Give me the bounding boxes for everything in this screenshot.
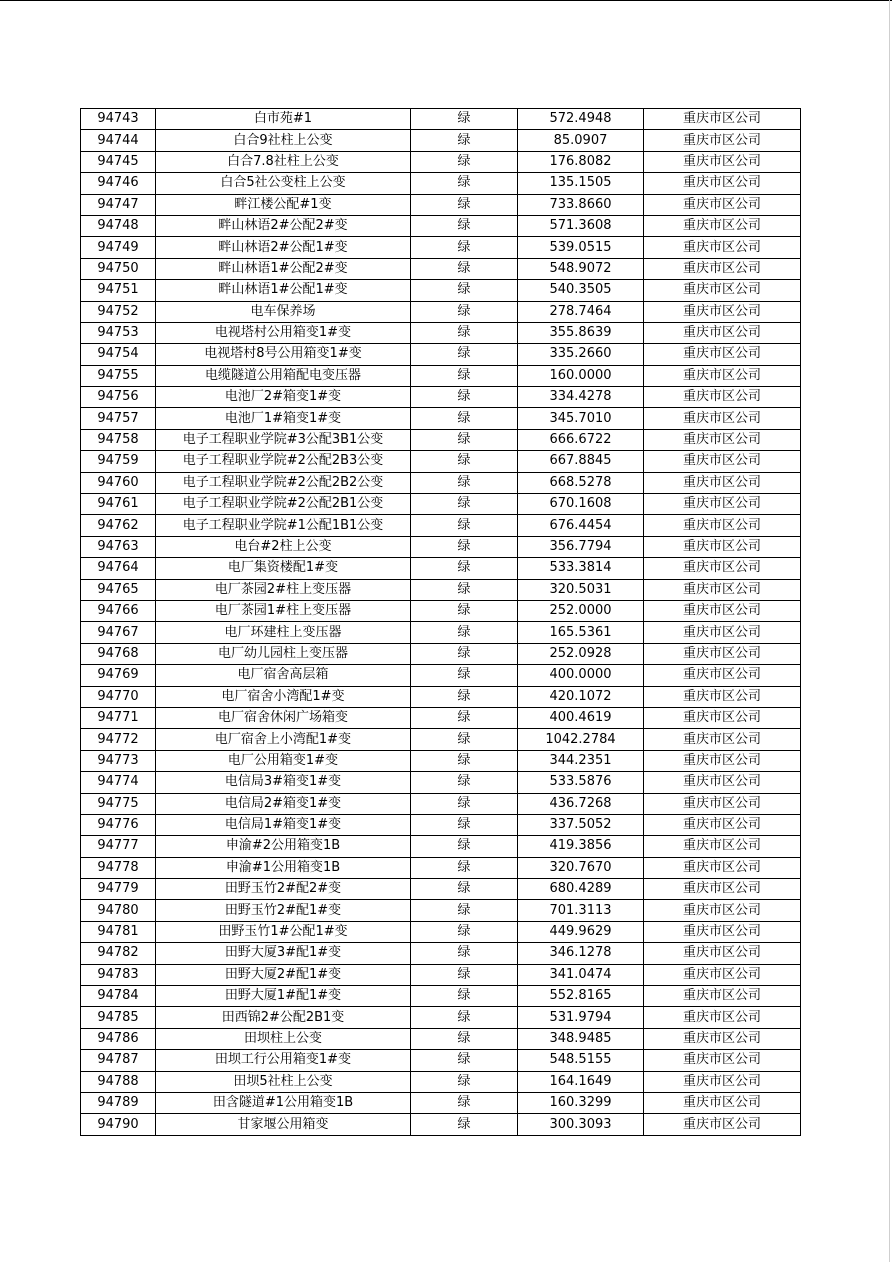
value-cell: 666.6722 [518,429,644,450]
company-cell: 重庆市区公司 [644,237,801,258]
row-id-cell: 94763 [81,536,156,557]
table-row [81,515,801,536]
status-color-cell: 绿 [411,301,518,322]
table-row [81,1092,801,1113]
status-color-cell: 绿 [411,921,518,942]
status-color-cell: 绿 [411,215,518,236]
station-name-cell: 畔山林语1#公配2#变 [156,258,411,279]
value-cell: 348.9485 [518,1028,644,1049]
row-id-cell: 94773 [81,750,156,771]
value-cell: 341.0474 [518,964,644,985]
station-name-cell: 电池厂1#箱变1#变 [156,408,411,429]
station-name-cell: 申渝#1公用箱变1B [156,857,411,878]
status-color-cell: 绿 [411,429,518,450]
station-name-cell: 电台#2柱上公变 [156,536,411,557]
status-color-cell: 绿 [411,879,518,900]
value-cell: 1042.2784 [518,729,644,750]
row-id-cell: 94774 [81,772,156,793]
status-color-cell: 绿 [411,750,518,771]
status-color-cell: 绿 [411,536,518,557]
status-color-cell: 绿 [411,579,518,600]
station-name-cell: 电视塔村公用箱变1#变 [156,322,411,343]
table-row [81,879,801,900]
value-cell: 436.7268 [518,793,644,814]
row-id-cell: 94777 [81,836,156,857]
row-id-cell: 94758 [81,429,156,450]
status-color-cell: 绿 [411,365,518,386]
row-id-cell: 94752 [81,301,156,322]
station-name-cell: 田野大厦3#配1#变 [156,943,411,964]
value-cell: 667.8845 [518,451,644,472]
table-row [81,1007,801,1028]
value-cell: 449.9629 [518,921,644,942]
station-name-cell: 白合9社柱上公变 [156,130,411,151]
status-color-cell: 绿 [411,836,518,857]
status-color-cell: 绿 [411,1092,518,1113]
row-id-cell: 94782 [81,943,156,964]
status-color-cell: 绿 [411,173,518,194]
station-name-cell: 畔山林语2#公配1#变 [156,237,411,258]
station-name-cell: 电信局2#箱变1#变 [156,793,411,814]
value-cell: 548.9072 [518,258,644,279]
table-row [81,429,801,450]
status-color-cell: 绿 [411,280,518,301]
table-row [81,943,801,964]
company-cell: 重庆市区公司 [644,964,801,985]
table-row [81,686,801,707]
table-body [81,109,801,1136]
status-color-cell: 绿 [411,558,518,579]
value-cell: 420.1072 [518,686,644,707]
page-top-border [0,0,892,1]
table-row [81,151,801,172]
status-color-cell: 绿 [411,258,518,279]
station-name-cell: 白合5社公变柱上公变 [156,173,411,194]
table-row [81,258,801,279]
company-cell: 重庆市区公司 [644,494,801,515]
station-name-cell: 田野玉竹1#公配1#变 [156,921,411,942]
station-name-cell: 畔江楼公配#1变 [156,194,411,215]
status-color-cell: 绿 [411,322,518,343]
company-cell: 重庆市区公司 [644,194,801,215]
status-color-cell: 绿 [411,344,518,365]
row-id-cell: 94748 [81,215,156,236]
row-id-cell: 94759 [81,451,156,472]
table-row [81,558,801,579]
status-color-cell: 绿 [411,964,518,985]
station-name-cell: 电子工程职业学院#2公配2B3公变 [156,451,411,472]
value-cell: 252.0000 [518,600,644,621]
row-id-cell: 94771 [81,707,156,728]
row-id-cell: 94766 [81,600,156,621]
station-name-cell: 田野大厦1#配1#变 [156,986,411,1007]
table-row [81,387,801,408]
station-name-cell: 电子工程职业学院#2公配2B2公变 [156,472,411,493]
table-row [81,921,801,942]
value-cell: 571.3608 [518,215,644,236]
station-name-cell: 电厂宿舍上小湾配1#变 [156,729,411,750]
status-color-cell: 绿 [411,772,518,793]
row-id-cell: 94749 [81,237,156,258]
row-id-cell: 94756 [81,387,156,408]
station-name-cell: 电厂宿舍小湾配1#变 [156,686,411,707]
value-cell: 135.1505 [518,173,644,194]
table-row [81,1050,801,1071]
company-cell: 重庆市区公司 [644,1028,801,1049]
table-row [81,814,801,835]
table-row [81,365,801,386]
company-cell: 重庆市区公司 [644,109,801,130]
station-name-cell: 白合7.8社柱上公变 [156,151,411,172]
row-id-cell: 94743 [81,109,156,130]
station-name-cell: 申渝#2公用箱变1B [156,836,411,857]
company-cell: 重庆市区公司 [644,515,801,536]
station-name-cell: 电缆隧道公用箱配电变压器 [156,365,411,386]
company-cell: 重庆市区公司 [644,451,801,472]
station-name-cell: 田坝5社柱上公变 [156,1071,411,1092]
table-row [81,109,801,130]
table-row [81,643,801,664]
table-row [81,986,801,1007]
table-row [81,579,801,600]
status-color-cell: 绿 [411,1114,518,1135]
value-cell: 531.9794 [518,1007,644,1028]
table-row [81,665,801,686]
row-id-cell: 94764 [81,558,156,579]
station-name-cell: 电子工程职业学院#1公配1B1公变 [156,515,411,536]
value-cell: 345.7010 [518,408,644,429]
company-cell: 重庆市区公司 [644,1114,801,1135]
value-cell: 400.4619 [518,707,644,728]
row-id-cell: 94783 [81,964,156,985]
row-id-cell: 94760 [81,472,156,493]
table-row [81,1114,801,1135]
value-cell: 160.0000 [518,365,644,386]
company-cell: 重庆市区公司 [644,921,801,942]
company-cell: 重庆市区公司 [644,793,801,814]
table-row [81,451,801,472]
value-cell: 160.3299 [518,1092,644,1113]
value-cell: 539.0515 [518,237,644,258]
row-id-cell: 94761 [81,494,156,515]
row-id-cell: 94746 [81,173,156,194]
company-cell: 重庆市区公司 [644,322,801,343]
company-cell: 重庆市区公司 [644,1071,801,1092]
row-id-cell: 94786 [81,1028,156,1049]
row-id-cell: 94765 [81,579,156,600]
company-cell: 重庆市区公司 [644,472,801,493]
station-name-cell: 田坝柱上公变 [156,1028,411,1049]
company-cell: 重庆市区公司 [644,665,801,686]
row-id-cell: 94745 [81,151,156,172]
company-cell: 重庆市区公司 [644,536,801,557]
status-color-cell: 绿 [411,494,518,515]
value-cell: 320.7670 [518,857,644,878]
station-name-cell: 田野大厦2#配1#变 [156,964,411,985]
status-color-cell: 绿 [411,686,518,707]
status-color-cell: 绿 [411,130,518,151]
row-id-cell: 94785 [81,1007,156,1028]
row-id-cell: 94788 [81,1071,156,1092]
row-id-cell: 94751 [81,280,156,301]
row-id-cell: 94767 [81,622,156,643]
status-color-cell: 绿 [411,408,518,429]
company-cell: 重庆市区公司 [644,173,801,194]
table-row [81,237,801,258]
table-row [81,280,801,301]
company-cell: 重庆市区公司 [644,643,801,664]
value-cell: 533.5876 [518,772,644,793]
status-color-cell: 绿 [411,729,518,750]
status-color-cell: 绿 [411,943,518,964]
row-id-cell: 94780 [81,900,156,921]
value-cell: 355.8639 [518,322,644,343]
table-row [81,793,801,814]
value-cell: 356.7794 [518,536,644,557]
table-row [81,494,801,515]
company-cell: 重庆市区公司 [644,772,801,793]
status-color-cell: 绿 [411,707,518,728]
value-cell: 533.3814 [518,558,644,579]
status-color-cell: 绿 [411,151,518,172]
value-cell: 300.3093 [518,1114,644,1135]
value-cell: 278.7464 [518,301,644,322]
row-id-cell: 94747 [81,194,156,215]
company-cell: 重庆市区公司 [644,879,801,900]
value-cell: 346.1278 [518,943,644,964]
row-id-cell: 94779 [81,879,156,900]
table-row [81,322,801,343]
table-row [81,772,801,793]
station-name-cell: 电视塔村8号公用箱变1#变 [156,344,411,365]
row-id-cell: 94744 [81,130,156,151]
value-cell: 419.3856 [518,836,644,857]
status-color-cell: 绿 [411,387,518,408]
row-id-cell: 94753 [81,322,156,343]
station-name-cell: 电信局1#箱变1#变 [156,814,411,835]
company-cell: 重庆市区公司 [644,814,801,835]
company-cell: 重庆市区公司 [644,258,801,279]
status-color-cell: 绿 [411,237,518,258]
company-cell: 重庆市区公司 [644,365,801,386]
row-id-cell: 94755 [81,365,156,386]
value-cell: 337.5052 [518,814,644,835]
table-row [81,750,801,771]
company-cell: 重庆市区公司 [644,387,801,408]
value-cell: 572.4948 [518,109,644,130]
value-cell: 176.8082 [518,151,644,172]
row-id-cell: 94770 [81,686,156,707]
company-cell: 重庆市区公司 [644,429,801,450]
station-name-cell: 电厂茶园1#柱上变压器 [156,600,411,621]
row-id-cell: 94768 [81,643,156,664]
company-cell: 重庆市区公司 [644,750,801,771]
table-row [81,729,801,750]
value-cell: 320.5031 [518,579,644,600]
station-name-cell: 田含隧道#1公用箱变1B [156,1092,411,1113]
station-name-cell: 畔山林语2#公配2#变 [156,215,411,236]
status-color-cell: 绿 [411,643,518,664]
station-name-cell: 畔山林语1#公配1#变 [156,280,411,301]
row-id-cell: 94776 [81,814,156,835]
table-row [81,622,801,643]
table-row [81,344,801,365]
value-cell: 335.2660 [518,344,644,365]
company-cell: 重庆市区公司 [644,986,801,1007]
value-cell: 344.2351 [518,750,644,771]
company-cell: 重庆市区公司 [644,707,801,728]
status-color-cell: 绿 [411,1050,518,1071]
station-name-cell: 甘家堰公用箱变 [156,1114,411,1135]
company-cell: 重庆市区公司 [644,686,801,707]
station-name-cell: 电子工程职业学院#3公配3B1公变 [156,429,411,450]
company-cell: 重庆市区公司 [644,344,801,365]
company-cell: 重庆市区公司 [644,301,801,322]
table-row [81,600,801,621]
company-cell: 重庆市区公司 [644,130,801,151]
company-cell: 重庆市区公司 [644,215,801,236]
row-id-cell: 94754 [81,344,156,365]
row-id-cell: 94775 [81,793,156,814]
status-color-cell: 绿 [411,622,518,643]
station-name-cell: 田坝工行公用箱变1#变 [156,1050,411,1071]
value-cell: 676.4454 [518,515,644,536]
table-row [81,408,801,429]
station-name-cell: 田野玉竹2#配2#变 [156,879,411,900]
station-name-cell: 田西锦2#公配2B1变 [156,1007,411,1028]
row-id-cell: 94778 [81,857,156,878]
row-id-cell: 94789 [81,1092,156,1113]
status-color-cell: 绿 [411,1071,518,1092]
data-table [80,108,801,1136]
company-cell: 重庆市区公司 [644,280,801,301]
value-cell: 733.8660 [518,194,644,215]
table-row [81,900,801,921]
value-cell: 85.0907 [518,130,644,151]
value-cell: 680.4289 [518,879,644,900]
table-row [81,857,801,878]
table-row [81,215,801,236]
status-color-cell: 绿 [411,793,518,814]
company-cell: 重庆市区公司 [644,1050,801,1071]
row-id-cell: 94762 [81,515,156,536]
table-row [81,707,801,728]
status-color-cell: 绿 [411,900,518,921]
station-name-cell: 电池厂2#箱变1#变 [156,387,411,408]
status-color-cell: 绿 [411,986,518,1007]
table-row [81,836,801,857]
company-cell: 重庆市区公司 [644,836,801,857]
table-row [81,964,801,985]
status-color-cell: 绿 [411,194,518,215]
station-name-cell: 电厂公用箱变1#变 [156,750,411,771]
table-row [81,536,801,557]
company-cell: 重庆市区公司 [644,900,801,921]
row-id-cell: 94772 [81,729,156,750]
table-row [81,472,801,493]
value-cell: 552.8165 [518,986,644,1007]
company-cell: 重庆市区公司 [644,943,801,964]
table-row [81,194,801,215]
station-name-cell: 电子工程职业学院#2公配2B1公变 [156,494,411,515]
company-cell: 重庆市区公司 [644,600,801,621]
table-row [81,130,801,151]
status-color-cell: 绿 [411,600,518,621]
row-id-cell: 94787 [81,1050,156,1071]
value-cell: 670.1608 [518,494,644,515]
station-name-cell: 田野玉竹2#配1#变 [156,900,411,921]
status-color-cell: 绿 [411,814,518,835]
station-name-cell: 电车保养场 [156,301,411,322]
station-name-cell: 电厂宿舍休闲广场箱变 [156,707,411,728]
value-cell: 164.1649 [518,1071,644,1092]
status-color-cell: 绿 [411,515,518,536]
value-cell: 400.0000 [518,665,644,686]
status-color-cell: 绿 [411,665,518,686]
company-cell: 重庆市区公司 [644,558,801,579]
company-cell: 重庆市区公司 [644,408,801,429]
value-cell: 668.5278 [518,472,644,493]
station-name-cell: 电厂集资楼配1#变 [156,558,411,579]
company-cell: 重庆市区公司 [644,857,801,878]
row-id-cell: 94750 [81,258,156,279]
value-cell: 252.0928 [518,643,644,664]
status-color-cell: 绿 [411,1007,518,1028]
station-name-cell: 电信局3#箱变1#变 [156,772,411,793]
station-name-cell: 白市苑#1 [156,109,411,130]
table-row [81,301,801,322]
status-color-cell: 绿 [411,472,518,493]
status-color-cell: 绿 [411,857,518,878]
station-name-cell: 电厂幼儿园柱上变压器 [156,643,411,664]
company-cell: 重庆市区公司 [644,729,801,750]
station-name-cell: 电厂宿舍高层箱 [156,665,411,686]
row-id-cell: 94769 [81,665,156,686]
row-id-cell: 94790 [81,1114,156,1135]
page-right-border [889,0,890,1262]
value-cell: 165.5361 [518,622,644,643]
company-cell: 重庆市区公司 [644,1007,801,1028]
value-cell: 548.5155 [518,1050,644,1071]
company-cell: 重庆市区公司 [644,1092,801,1113]
row-id-cell: 94784 [81,986,156,1007]
station-name-cell: 电厂茶园2#柱上变压器 [156,579,411,600]
status-color-cell: 绿 [411,109,518,130]
company-cell: 重庆市区公司 [644,151,801,172]
status-color-cell: 绿 [411,1028,518,1049]
table-row [81,1071,801,1092]
value-cell: 701.3113 [518,900,644,921]
table-row [81,173,801,194]
row-id-cell: 94757 [81,408,156,429]
status-color-cell: 绿 [411,451,518,472]
company-cell: 重庆市区公司 [644,579,801,600]
value-cell: 540.3505 [518,280,644,301]
station-name-cell: 电厂环建柱上变压器 [156,622,411,643]
company-cell: 重庆市区公司 [644,622,801,643]
table-row [81,1028,801,1049]
row-id-cell: 94781 [81,921,156,942]
value-cell: 334.4278 [518,387,644,408]
